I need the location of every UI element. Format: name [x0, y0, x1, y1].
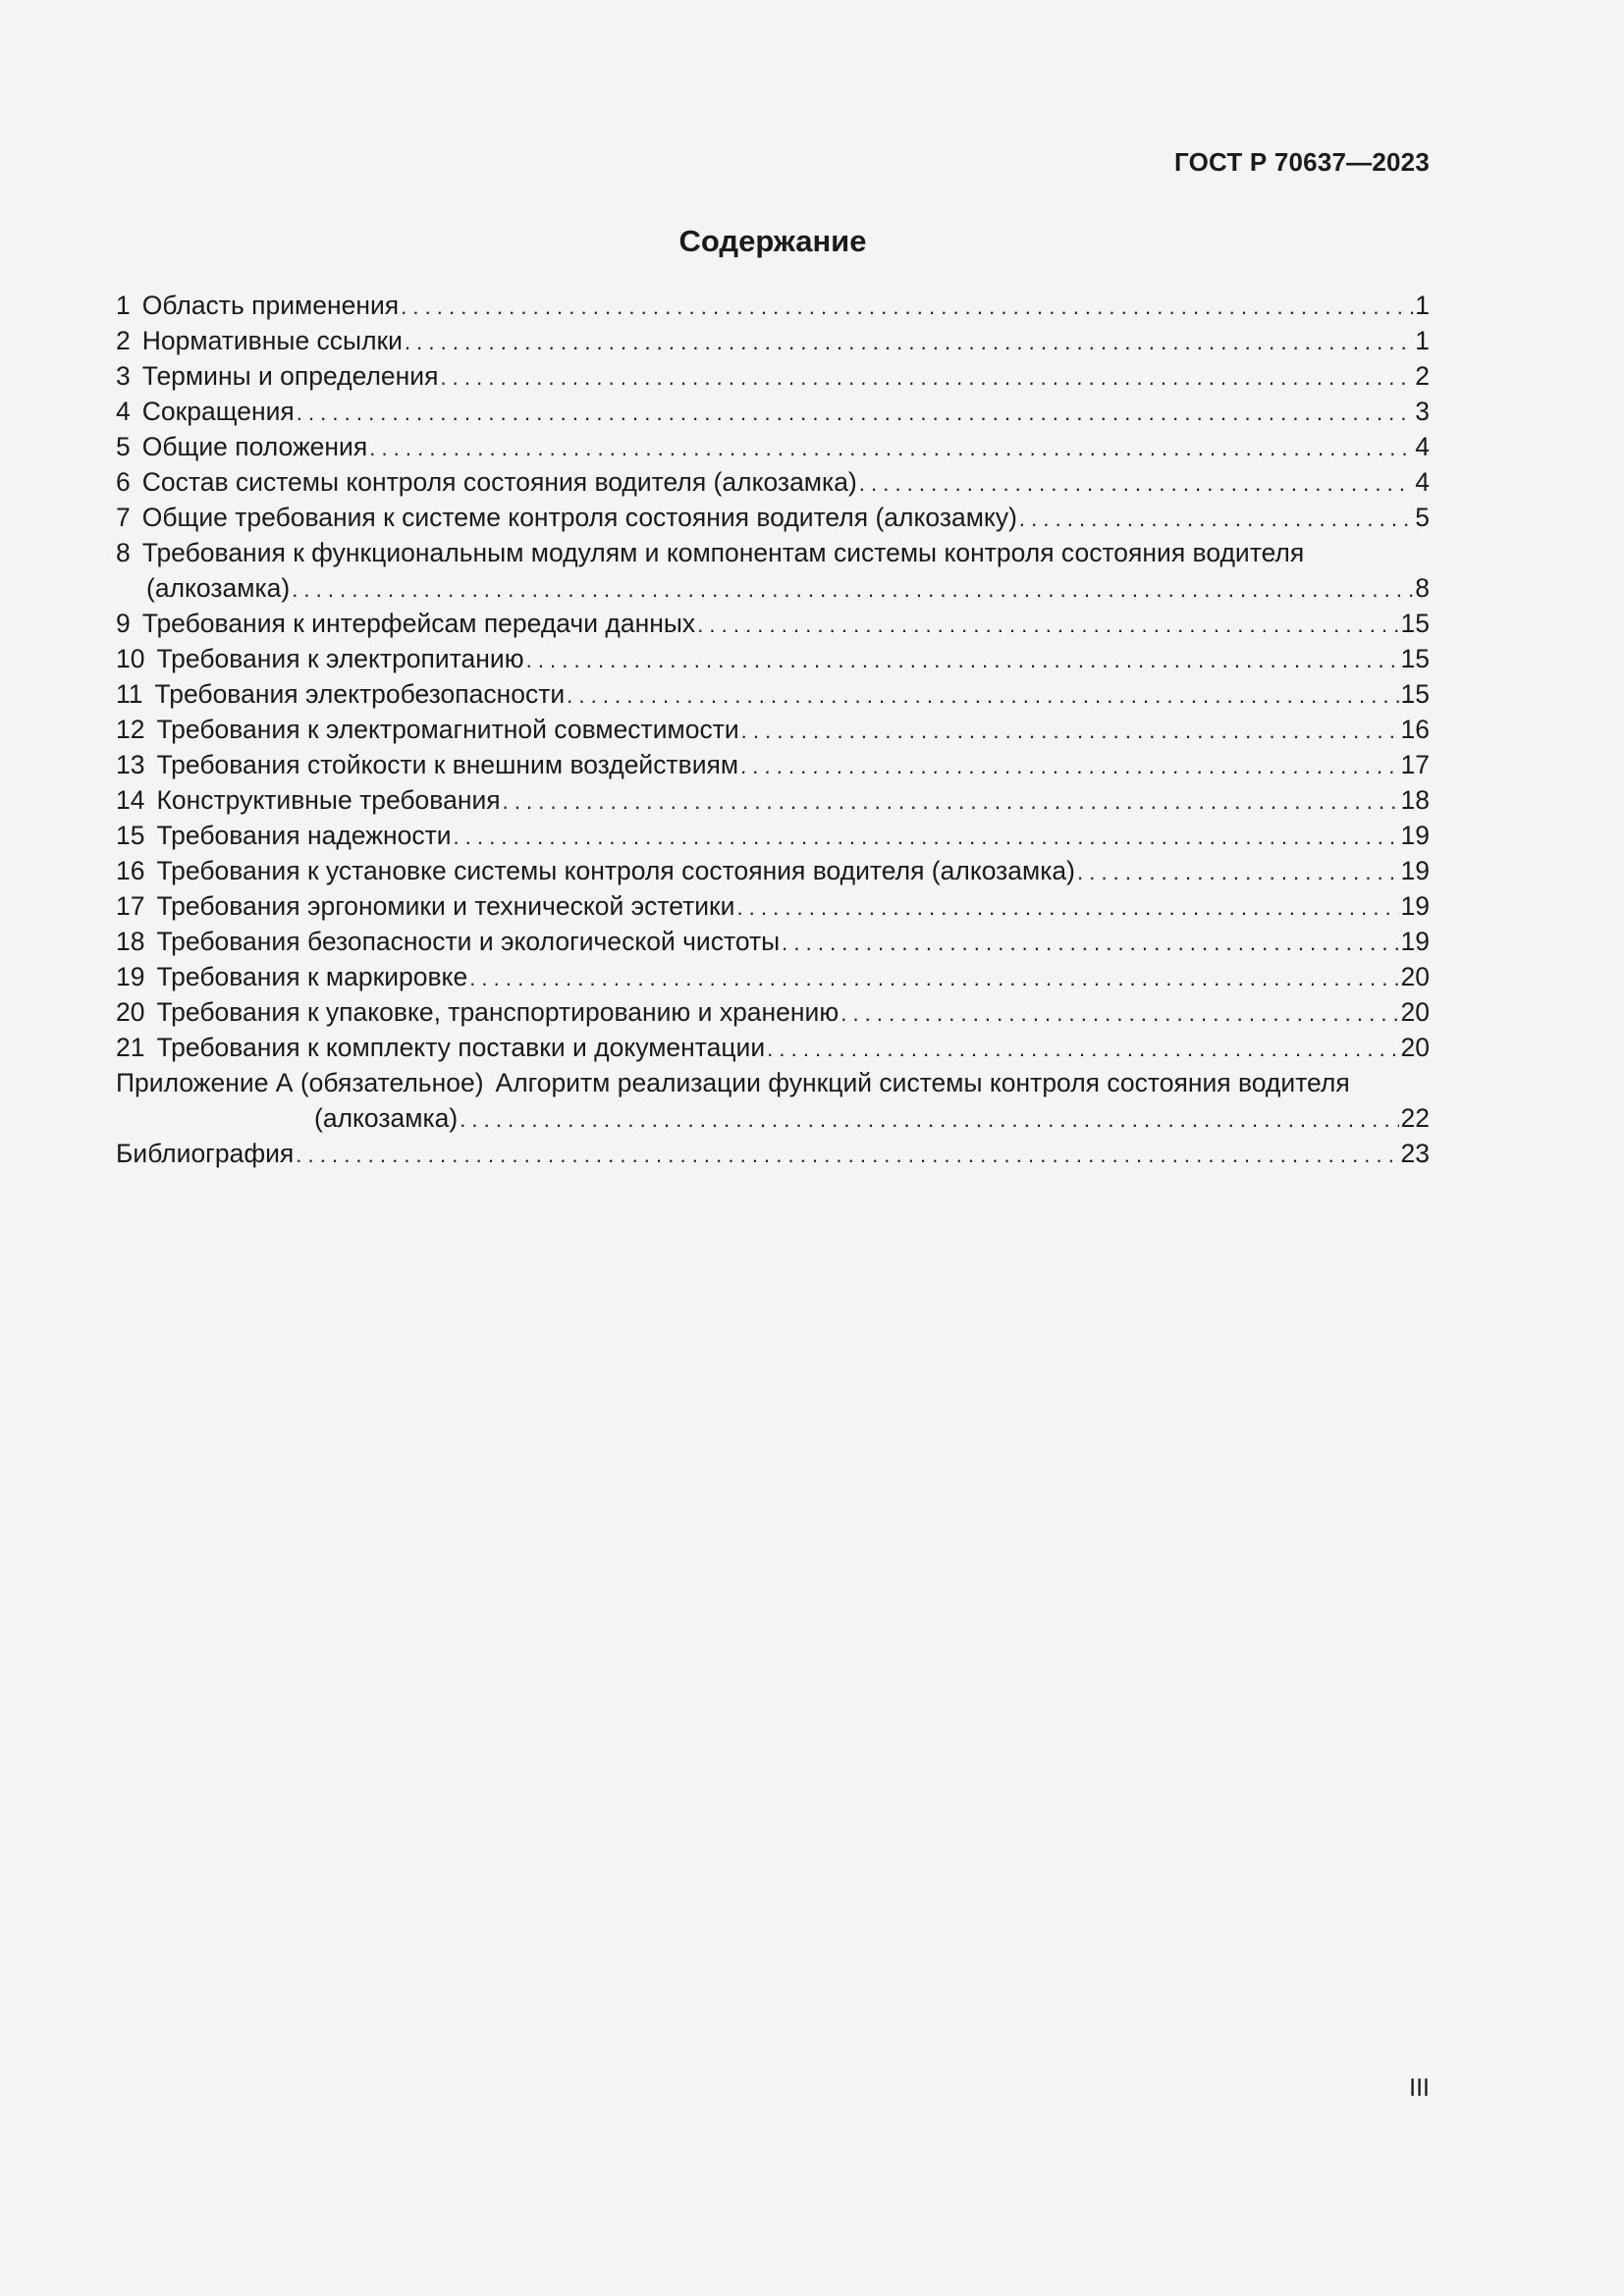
toc-entry-page: 4	[1415, 467, 1430, 497]
toc-entry-title: Состав системы контроля состояния водителя (алкозамка)	[141, 467, 857, 497]
toc-entry-page: 16	[1400, 715, 1430, 744]
toc-entry[interactable]	[116, 994, 1430, 1030]
dot-leader	[454, 820, 1399, 855]
appendix-title-continuation: (алкозамка)	[314, 1103, 459, 1133]
toc-entry-page: 1	[1415, 326, 1430, 355]
toc-entry[interactable]	[116, 641, 1430, 676]
toc-entry-page: 19	[1400, 891, 1430, 921]
toc-entry-page: 20	[1400, 962, 1430, 991]
toc-title: Содержание	[678, 224, 867, 258]
toc-entry-number: 11	[116, 679, 143, 709]
dot-leader	[460, 1102, 1398, 1138]
toc-entry-title: Требования электробезопасности	[154, 679, 566, 709]
appendix-label: Приложение А (обязательное)	[116, 1068, 484, 1097]
toc-entry-number: 14	[116, 785, 145, 815]
toc-entry-title: Требования надежности	[156, 821, 452, 850]
toc-entry-title-continuation: (алкозамка)	[146, 573, 291, 603]
toc-entry-page: 15	[1400, 609, 1430, 638]
toc-entry-title: Конструктивные требования	[156, 785, 501, 815]
toc-entry-title: Требования к установке системы контроля состояния водителя (алкозамка)	[156, 856, 1075, 885]
toc-entry-title: Общие требования к системе контроля состояния водителя (алкозамку)	[141, 503, 1017, 532]
dot-leader	[740, 749, 1398, 784]
toc-entry-title: Требования к электромагнитной совместимости	[156, 715, 739, 744]
toc-entry-page: 1	[1415, 291, 1430, 320]
dot-leader	[741, 714, 1399, 749]
toc-entry-page: 19	[1400, 856, 1430, 885]
toc-entry[interactable]	[116, 959, 1430, 994]
toc-entry-title: Термины и определения	[141, 361, 439, 391]
toc-entry[interactable]	[116, 782, 1430, 818]
toc-entry-title: Нормативные ссылки	[141, 326, 403, 355]
toc-entry-page: 15	[1400, 644, 1430, 673]
dot-leader	[296, 1138, 1398, 1173]
toc-entry-page: 19	[1400, 927, 1430, 956]
dot-leader	[526, 643, 1399, 678]
dot-leader	[840, 996, 1398, 1032]
toc-entry-number: 16	[116, 856, 145, 885]
dot-leader	[859, 466, 1413, 502]
toc-entry-title: Общие положения	[141, 432, 368, 461]
toc-entry[interactable]	[116, 429, 1430, 464]
toc-entry-number: 20	[116, 997, 145, 1027]
toc-entry-number: 1	[116, 291, 131, 320]
toc-entry-page: 17	[1400, 750, 1430, 779]
toc-entry-number: 18	[116, 927, 145, 956]
toc-entry-title: Требования к интерфейсам передачи данных	[141, 609, 696, 638]
toc-appendix-entry[interactable]	[116, 1065, 1430, 1100]
toc-entry-number: 19	[116, 962, 145, 991]
toc-entry-number: 17	[116, 891, 145, 921]
toc-entry-title: Требования к функциональным модулям и компонентам системы контроля состояния водителя	[141, 538, 1305, 567]
dot-leader	[297, 396, 1414, 431]
dot-leader	[736, 890, 1398, 926]
toc-entry-page: 5	[1415, 503, 1430, 532]
toc-entry-page: 20	[1400, 997, 1430, 1027]
toc-entry-title: Требования эргономики и технической эстетики	[156, 891, 735, 921]
dot-leader	[1077, 855, 1399, 890]
toc-entry[interactable]	[116, 818, 1430, 853]
dot-leader	[503, 784, 1399, 820]
toc-entry-continuation[interactable]	[116, 570, 1430, 606]
toc-entry-number: 5	[116, 432, 131, 461]
dot-leader	[567, 678, 1398, 714]
dot-leader	[369, 431, 1413, 466]
dot-leader	[401, 290, 1413, 325]
toc-entry[interactable]	[116, 394, 1430, 429]
toc-entry[interactable]	[116, 500, 1430, 535]
toc-entry[interactable]	[116, 747, 1430, 782]
toc-entry[interactable]	[116, 323, 1430, 358]
dot-leader	[782, 926, 1398, 961]
toc-bibliography-entry[interactable]	[116, 1136, 1430, 1171]
toc-entry-page: 3	[1415, 397, 1430, 426]
document-number: ГОСТ Р 70637—2023	[1174, 147, 1430, 177]
toc-entry-number: 9	[116, 609, 131, 638]
dot-leader	[440, 360, 1413, 396]
bibliography-title: Библиография	[116, 1139, 295, 1168]
toc-entry[interactable]	[116, 358, 1430, 394]
page-number: III	[1409, 2074, 1430, 2102]
toc-entry-page: 4	[1415, 432, 1430, 461]
toc-entry-page: 8	[1415, 573, 1430, 603]
toc-entry[interactable]	[116, 888, 1430, 924]
toc-entry-title: Область применения	[141, 291, 400, 320]
toc-entry[interactable]	[116, 712, 1430, 747]
toc-entry[interactable]	[116, 853, 1430, 888]
dot-leader	[697, 608, 1398, 643]
toc-entry-page: 20	[1400, 1033, 1430, 1062]
dot-leader	[767, 1032, 1398, 1067]
toc-entry[interactable]	[116, 676, 1430, 712]
toc-entry-number: 6	[116, 467, 131, 497]
toc-entry[interactable]	[116, 924, 1430, 959]
toc-appendix-continuation[interactable]	[116, 1100, 1430, 1136]
toc-entry-page: 2	[1415, 361, 1430, 391]
dot-leader	[469, 961, 1398, 996]
toc-entry-number: 15	[116, 821, 145, 850]
toc-entry-number: 7	[116, 503, 131, 532]
toc-entry-number: 8	[116, 538, 131, 567]
bibliography-page: 23	[1400, 1139, 1430, 1168]
toc-entry-page: 15	[1400, 679, 1430, 709]
toc-entry-number: 3	[116, 361, 131, 391]
toc-entry[interactable]	[116, 288, 1430, 323]
toc-entry[interactable]	[116, 1030, 1430, 1065]
toc-entry-title: Требования к маркировке	[156, 962, 468, 991]
table-of-contents	[116, 288, 1430, 1171]
dot-leader	[1019, 502, 1413, 537]
toc-entry-title: Требования к комплекту поставки и документации	[156, 1033, 766, 1062]
toc-entry-number: 13	[116, 750, 145, 779]
toc-entry-number: 21	[116, 1033, 145, 1062]
toc-entry-number: 10	[116, 644, 145, 673]
appendix-title: Алгоритм реализации функций системы контроля состояния водителя	[495, 1068, 1350, 1097]
toc-entry-title: Требования безопасности и экологической чистоты	[156, 927, 781, 956]
toc-entry-title: Требования к электропитанию	[156, 644, 524, 673]
toc-entry-page: 18	[1400, 785, 1430, 815]
toc-entry[interactable]	[116, 606, 1430, 641]
toc-entry-number: 2	[116, 326, 131, 355]
toc-entry[interactable]	[116, 535, 1430, 570]
toc-entry-page: 19	[1400, 821, 1430, 850]
dot-leader	[405, 325, 1413, 360]
toc-entry-title: Требования стойкости к внешним воздействиям	[156, 750, 739, 779]
dot-leader	[292, 572, 1413, 608]
toc-entry[interactable]	[116, 464, 1430, 500]
toc-entry-number: 4	[116, 397, 131, 426]
toc-entry-number: 12	[116, 715, 145, 744]
toc-entry-title: Требования к упаковке, транспортированию и хранению	[156, 997, 839, 1027]
appendix-page: 22	[1400, 1103, 1430, 1133]
toc-entry-title: Сокращения	[141, 397, 295, 426]
